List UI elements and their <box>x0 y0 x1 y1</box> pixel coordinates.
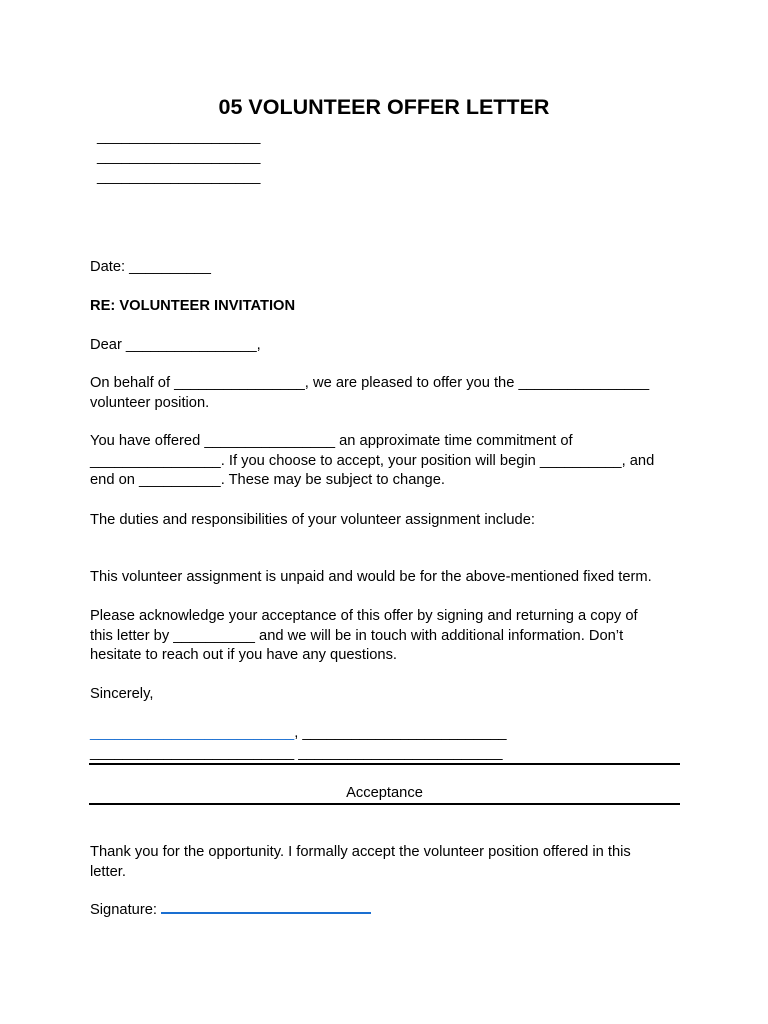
commitment-line-2: ________________. If you choose to accept, your position will begin __________, and <box>90 452 655 469</box>
commitment-line-1: You have offered ________________ an approximate time commitment of <box>90 433 573 449</box>
offer-line-2: volunteer position. <box>90 394 210 411</box>
date-line: Date: __________ <box>90 259 211 275</box>
acknowledge-line-2: this letter by __________ and we will be in touch with additional information. Don’t <box>90 627 624 644</box>
re-line: RE: VOLUNTEER INVITATION <box>90 298 296 314</box>
acceptance-heading: Acceptance <box>346 785 423 801</box>
offer-paragraph <box>90 374 680 413</box>
signer-signature-field[interactable]: _________________________ <box>90 725 295 741</box>
signer-name-line: _________________________ _________________________ <box>90 745 503 761</box>
signature-row <box>90 901 680 921</box>
closing: Sincerely, <box>90 686 154 702</box>
acknowledge-line-3: hesitate to reach out if you have any questions. <box>90 647 398 664</box>
acceptance-line-2: letter. <box>90 863 126 880</box>
commitment-line-3: end on __________. These may be subject to change. <box>90 472 445 489</box>
acceptance-bottom-rule <box>89 803 680 805</box>
commitment-paragraph <box>90 432 680 491</box>
duties-paragraph: The duties and responsibilities of your volunteer assignment include: <box>90 512 535 528</box>
signature-label: Signature: <box>90 902 157 918</box>
signature-field[interactable] <box>161 912 371 914</box>
unpaid-paragraph: This volunteer assignment is unpaid and would be for the above-mentioned fixed term. <box>90 569 652 585</box>
page-title: 05 VOLUNTEER OFFER LETTER <box>218 95 550 119</box>
acceptance-top-rule <box>89 763 680 765</box>
acceptance-line-1: Thank you for the opportunity. I formally accept the volunteer position offered in this <box>90 844 631 860</box>
salutation: Dear ________________, <box>90 337 261 353</box>
signer-title-field: , _________________________ <box>294 725 507 741</box>
address-line-3: ____________________ <box>97 169 261 185</box>
address-line-2: ____________________ <box>97 149 261 165</box>
signer-signature-line <box>90 724 680 744</box>
offer-line-1: On behalf of ________________, we are pleased to offer you the ________________ <box>90 375 650 391</box>
acknowledge-paragraph <box>90 607 680 666</box>
address-line-1: ____________________ <box>97 129 261 145</box>
acknowledge-line-1: Please acknowledge your acceptance of this offer by signing and returning a copy of <box>90 608 638 624</box>
acceptance-paragraph <box>90 843 680 882</box>
